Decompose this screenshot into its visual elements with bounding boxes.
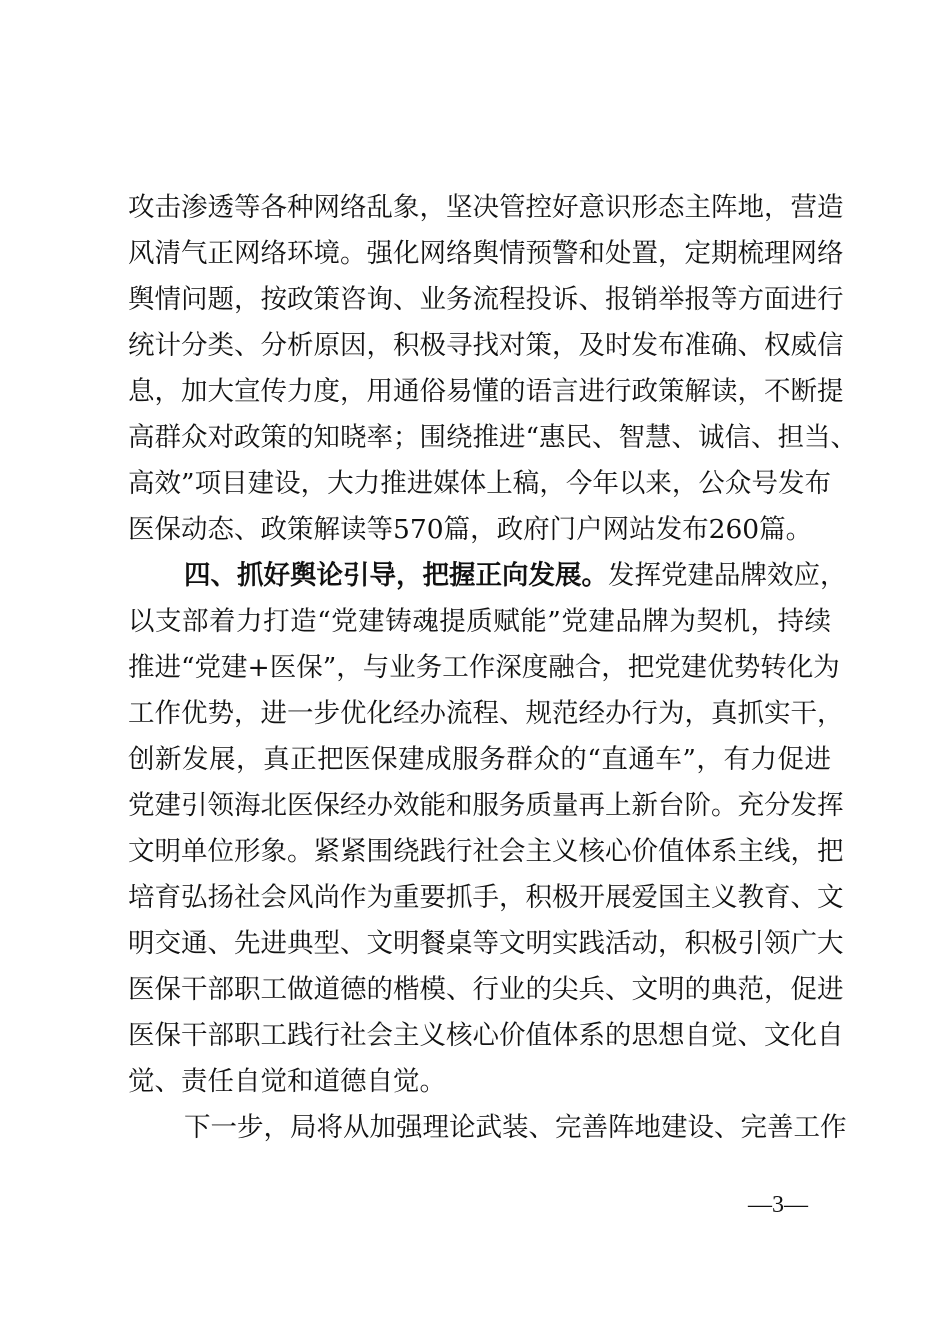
line-text: 高群众对政策的知晓率；围绕推进“惠民、智慧、诚信、担当、 — [128, 422, 858, 453]
text-line — [128, 881, 844, 915]
line-text: 统计分类、分析原因，积极寻找对策，及时发布准确、权威信 — [128, 330, 844, 361]
line-text: 以支部着力打造“党建铸魂提质赋能”党建品牌为契机，持续 — [128, 606, 831, 637]
text-line — [128, 191, 844, 225]
line-text: 医保干部职工践行社会主义核心价值体系的思想自觉、文化自 — [128, 1020, 844, 1051]
text-line — [128, 651, 840, 685]
text-line — [128, 927, 844, 961]
text-line — [128, 605, 831, 639]
text-line — [184, 1111, 847, 1145]
text-line — [128, 513, 831, 547]
line-text: 攻击渗透等各种网络乱象，坚决管控好意识形态主阵地，营造 — [128, 192, 844, 223]
line-text: 下一步，局将从加强理论武装、完善阵地建设、完善工作 — [184, 1112, 847, 1143]
line-text: 息，加大宣传力度，用通俗易懂的语言进行政策解读，不断提 — [128, 376, 844, 407]
line-text: 舆情问题，按政策咨询、业务流程投诉、报销举报等方面进行 — [128, 284, 844, 315]
line-text: 工作优势，进一步优化经办流程、规范经办行为，真抓实干， — [128, 698, 844, 729]
line-text: 党建引领海北医保经办效能和服务质量再上新台阶。充分发挥 — [128, 790, 844, 821]
text-line — [128, 835, 844, 869]
text-line — [128, 421, 858, 455]
line-text: 医保动态、政策解读等570篇，政府门户网站发布260篇。 — [128, 514, 813, 545]
text-line — [128, 1065, 831, 1099]
text-line — [128, 237, 844, 271]
section-heading: 四、抓好舆论引导，把握正向发展。 — [184, 560, 608, 591]
text-line — [128, 375, 844, 409]
text-line — [128, 1019, 844, 1053]
line-text: 风清气正网络环境。强化网络舆情预警和处置，定期梳理网络 — [128, 238, 844, 269]
line-text: 医保干部职工做道德的楷模、行业的尖兵、文明的典范，促进 — [128, 974, 844, 1005]
line-text: 觉、责任自觉和道德自觉。 — [128, 1066, 446, 1097]
page-number: —3— — [748, 1192, 808, 1218]
text-line — [184, 559, 847, 593]
text-line — [128, 697, 844, 731]
text-line — [128, 789, 844, 823]
line-text: 发挥党建品牌效应， — [608, 560, 847, 591]
text-line — [128, 329, 844, 363]
text-line — [128, 283, 844, 317]
text-line — [128, 973, 844, 1007]
line-text: 推进“党建+医保”，与业务工作深度融合，把党建优势转化为 — [128, 652, 840, 683]
line-text: 明交通、先进典型、文明餐桌等文明实践活动，积极引领广大 — [128, 928, 844, 959]
line-text: 创新发展，真正把医保建成服务群众的“直通车”，有力促进 — [128, 744, 831, 775]
text-line — [128, 743, 831, 777]
line-text: 文明单位形象。紧紧围绕践行社会主义核心价值体系主线，把 — [128, 836, 844, 867]
line-text: 培育弘扬社会风尚作为重要抓手，积极开展爱国主义教育、文 — [128, 882, 844, 913]
line-text: 高效”项目建设，大力推进媒体上稿，今年以来，公众号发布 — [128, 468, 831, 499]
text-line — [128, 467, 831, 501]
